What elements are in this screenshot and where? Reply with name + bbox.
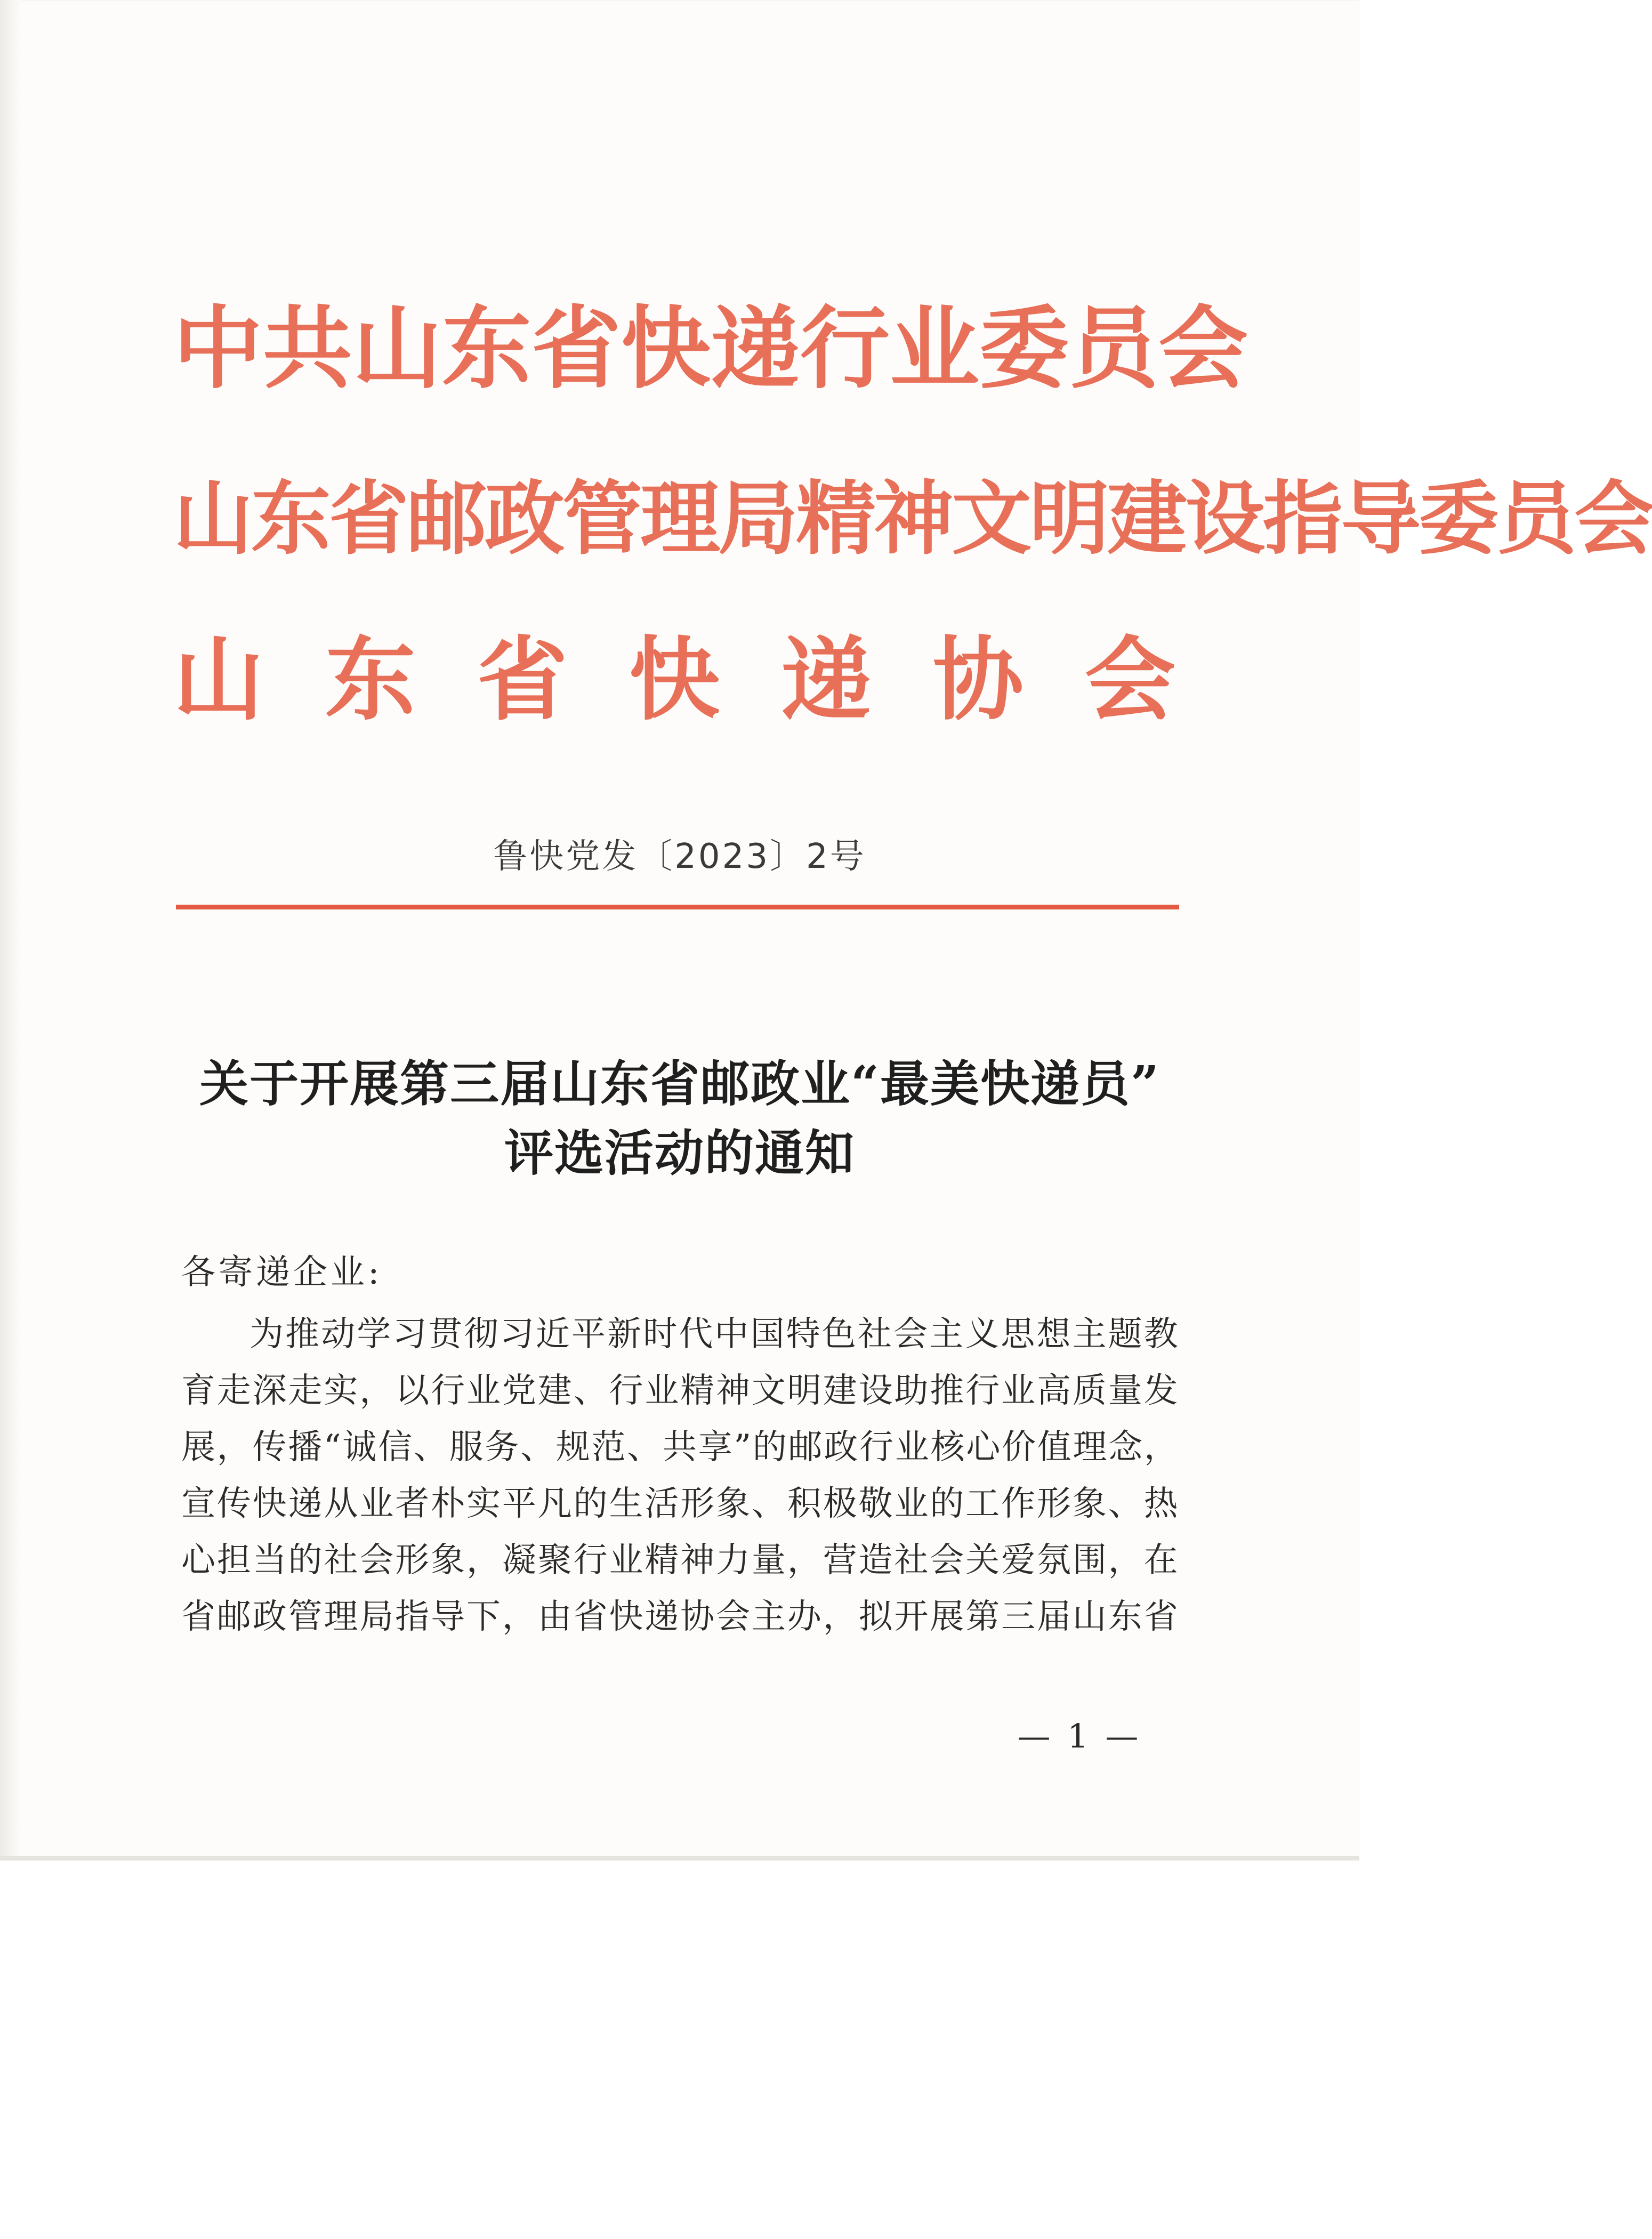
page-number: — 1 — [1017,1717,1142,1755]
body-line: 心 担 当 的 社 会 形 象 ， 凝 聚 行 业 精 神 力 量 ， 营 造 社 会 关 爱 氛 围 ， 在 [181,1541,1178,1580]
issuing-org-2: 山 东 省 邮 政 管 理 局 精 神 文 明 建 设 指 导 委 员 会 [173,473,1652,566]
red-header-rule [176,905,1179,909]
document-title-line-2: 评选活动的通知 [504,1124,855,1182]
body-line: 展 ， 传 播 “ 诚 信 、 服 务 、 规 范 、 共 享 ” 的 邮 政 行 业 核 心 价 值 理 念 ， [181,1428,1178,1467]
page-bottom-edge [0,1856,1359,1861]
document-title-line-1: 关于开展第三届山东省邮政业“最美快递员” [199,1055,1160,1113]
document-number: 鲁快党发〔2023〕2号 [493,837,866,876]
body-paragraph [181,1306,1178,1645]
page-edge-shadow [0,0,21,1861]
issuing-org-1: 中 共 山 东 省 快 递 行 业 委 员 会 [173,296,1248,401]
body-line: 宣 传 快 递 从 业 者 朴 实 平 凡 的 生 活 形 象 、 积 极 敬 业 的 工 作 形 象 、 热 [181,1484,1178,1524]
body-line: 育 走 深 走 实 ， 以 行 业 党 建 、 行 业 精 神 文 明 建 设 助 推 行 业 高 质 量 发 [181,1371,1178,1411]
body-line: 省 邮 政 管 理 局 指 导 下 ， 由 省 快 递 协 会 主 办 ， 拟 开 展 第 三 届 山 东 省 [181,1597,1178,1637]
salutation: 各寄递企业: [181,1253,383,1292]
body-line: 为 推 动 学 习 贯 彻 习 近 平 新 时 代 中 国 特 色 社 会 主 义 思 想 主 题 教 [249,1315,1178,1354]
issuing-org-3: 山 东 省 快 递 协 会 [173,627,1175,733]
